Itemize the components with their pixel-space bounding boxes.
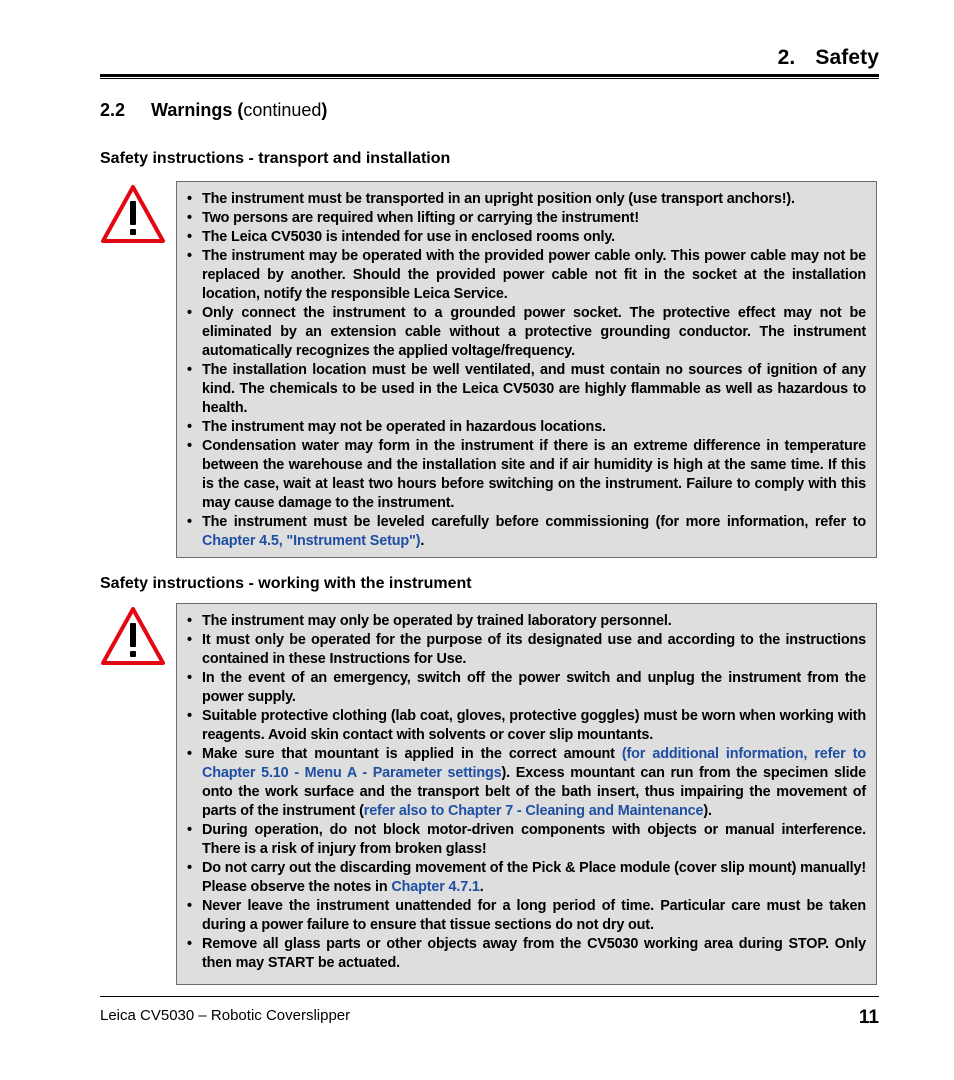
warning-text: The instrument may be operated with the provided power cable only. This power cable may not be replaced by another. Should the provided power cable not fit in the socket at the installation location, notify the responsible Leica Service. — [202, 248, 866, 302]
warning-item — [187, 669, 866, 707]
warning-text: Make sure that mountant is applied in the correct amount — [202, 746, 622, 762]
section-close: ) — [321, 100, 328, 120]
warning-item — [187, 437, 866, 513]
warning-text: The instrument must be leveled carefully before commissioning (for more information, refer to — [202, 514, 866, 530]
warning-item — [187, 631, 866, 669]
bullet-icon: • — [187, 613, 192, 629]
bullet-icon: • — [187, 305, 192, 321]
bullet-icon: • — [187, 248, 192, 264]
bullet-icon: • — [187, 632, 192, 648]
bullet-icon: • — [187, 419, 192, 435]
section-number: 2.2 — [100, 100, 126, 120]
warning-item — [187, 612, 866, 631]
chapter-link[interactable]: refer also to Chapter 7 - Cleaning and Maintenance — [363, 803, 704, 819]
chapter-link[interactable]: Chapter 4.7.1 — [391, 879, 480, 895]
page-number: 11 — [858, 1007, 879, 1028]
warning-text: During operation, do not block motor-driven components with objects or manual interference. There is a risk of injury from broken glass! — [202, 822, 866, 857]
footer-rule — [100, 996, 879, 997]
bullet-icon: • — [187, 670, 192, 686]
working-warning-box — [176, 603, 877, 985]
header-rule-thin — [100, 78, 879, 79]
warning-item — [187, 190, 866, 209]
bullet-icon: • — [187, 936, 192, 952]
warning-text: ). Excess mountant can run from the specimen slide onto the work surface and the transport belt of the bath insert, thus impairing the movement of parts of the instrument ( — [202, 765, 867, 819]
warning-item — [187, 935, 866, 973]
section-name: Warnings ( — [151, 100, 244, 120]
warning-text: The installation location must be well ventilated, and must contain no sources of ignition of any kind. The chemicals to be used in the Leica CV5030 are highly flammable as well as hazardous to health. — [202, 362, 866, 416]
warning-text: Suitable protective clothing (lab coat, gloves, protective goggles) must be worn when working with reagents. Avoid skin contact with solvents or cover slip mountants. — [202, 708, 866, 743]
warning-text: The Leica CV5030 is intended for use in enclosed rooms only. — [202, 229, 615, 245]
warning-text: . — [420, 533, 425, 549]
bullet-icon: • — [187, 708, 192, 724]
bullet-icon: • — [187, 898, 192, 914]
section-title — [100, 100, 327, 121]
bullet-icon: • — [187, 191, 192, 207]
chapter-number: 2. — [777, 46, 796, 69]
warning-item — [187, 247, 866, 304]
warning-text: Do not carry out the discarding movement of the Pick & Place module (cover slip mount) manually! Please observe the notes in — [202, 860, 866, 895]
warning-item — [187, 859, 866, 897]
footer-product: Leica CV5030 – Robotic Coverslipper — [100, 1007, 351, 1024]
warning-item — [187, 745, 866, 821]
warning-text: Condensation water may form in the instrument if there is an extreme difference in temperature between the warehouse and the installation site and if air humidity is high at the same time. If this is the case, wait at least two hours before switching on the instrument. Failure to comply with this may cause damage to the instrument. — [202, 438, 866, 511]
bullet-icon: • — [187, 860, 192, 876]
section-continued: continued — [243, 100, 322, 120]
page-header — [100, 46, 879, 72]
working-heading: Safety instructions - working with the instrument — [100, 575, 472, 592]
warning-text: It must only be operated for the purpose of its designated use and according to the instructions contained in these Instructions for Use. — [202, 632, 866, 667]
header-rule — [100, 74, 879, 77]
bullet-icon: • — [187, 362, 192, 378]
bullet-icon: • — [187, 746, 192, 762]
warning-text: Only connect the instrument to a grounded power socket. The protective effect may not be eliminated by an extension cable without a protective grounding conductor. The instrument automatically recognizes the applied voltage/frequency. — [202, 305, 866, 359]
warning-text: Two persons are required when lifting or carrying the instrument! — [202, 210, 639, 226]
working-warning-list — [187, 612, 866, 973]
bullet-icon: • — [187, 229, 192, 245]
warning-item — [187, 304, 866, 361]
warning-item — [187, 209, 866, 228]
chapter-name: Safety — [815, 46, 879, 69]
warning-text: The instrument must be transported in an upright position only (use transport anchors!). — [202, 191, 795, 207]
transport-heading: Safety instructions - transport and installation — [100, 150, 451, 167]
warning-text: The instrument may not be operated in hazardous locations. — [202, 419, 606, 435]
warning-triangle-icon — [100, 184, 166, 244]
warning-text: ). — [703, 803, 712, 819]
warning-item — [187, 513, 866, 551]
transport-warning-list — [187, 190, 866, 551]
warning-item — [187, 897, 866, 935]
warning-text: Never leave the instrument unattended for a long period of time. Particular care must be taken during a power failure to ensure that tissue sections do not dry out. — [202, 898, 866, 933]
warning-item — [187, 821, 866, 859]
warning-triangle-icon — [100, 606, 166, 666]
warning-text: In the event of an emergency, switch off the power switch and unplug the instrument from the power supply. — [202, 670, 866, 705]
warning-text: The instrument may only be operated by trained laboratory personnel. — [202, 613, 672, 629]
bullet-icon: • — [187, 822, 192, 838]
bullet-icon: • — [187, 514, 192, 530]
chapter-link[interactable]: (for additional information, refer to Chapter 5.10 - Menu A - Parameter settings — [202, 746, 866, 781]
warning-text: . — [479, 879, 484, 895]
bullet-icon: • — [187, 210, 192, 226]
warning-item — [187, 707, 866, 745]
chapter-link[interactable]: Chapter 4.5, "Instrument Setup") — [202, 533, 421, 549]
warning-item — [187, 228, 866, 247]
warning-text: Remove all glass parts or other objects away from the CV5030 working area during STOP. Only then may START be actuated. — [202, 936, 866, 971]
warning-item — [187, 361, 866, 418]
chapter-title — [778, 46, 879, 70]
bullet-icon: • — [187, 438, 192, 454]
warning-item — [187, 418, 866, 437]
transport-warning-box — [176, 181, 877, 558]
